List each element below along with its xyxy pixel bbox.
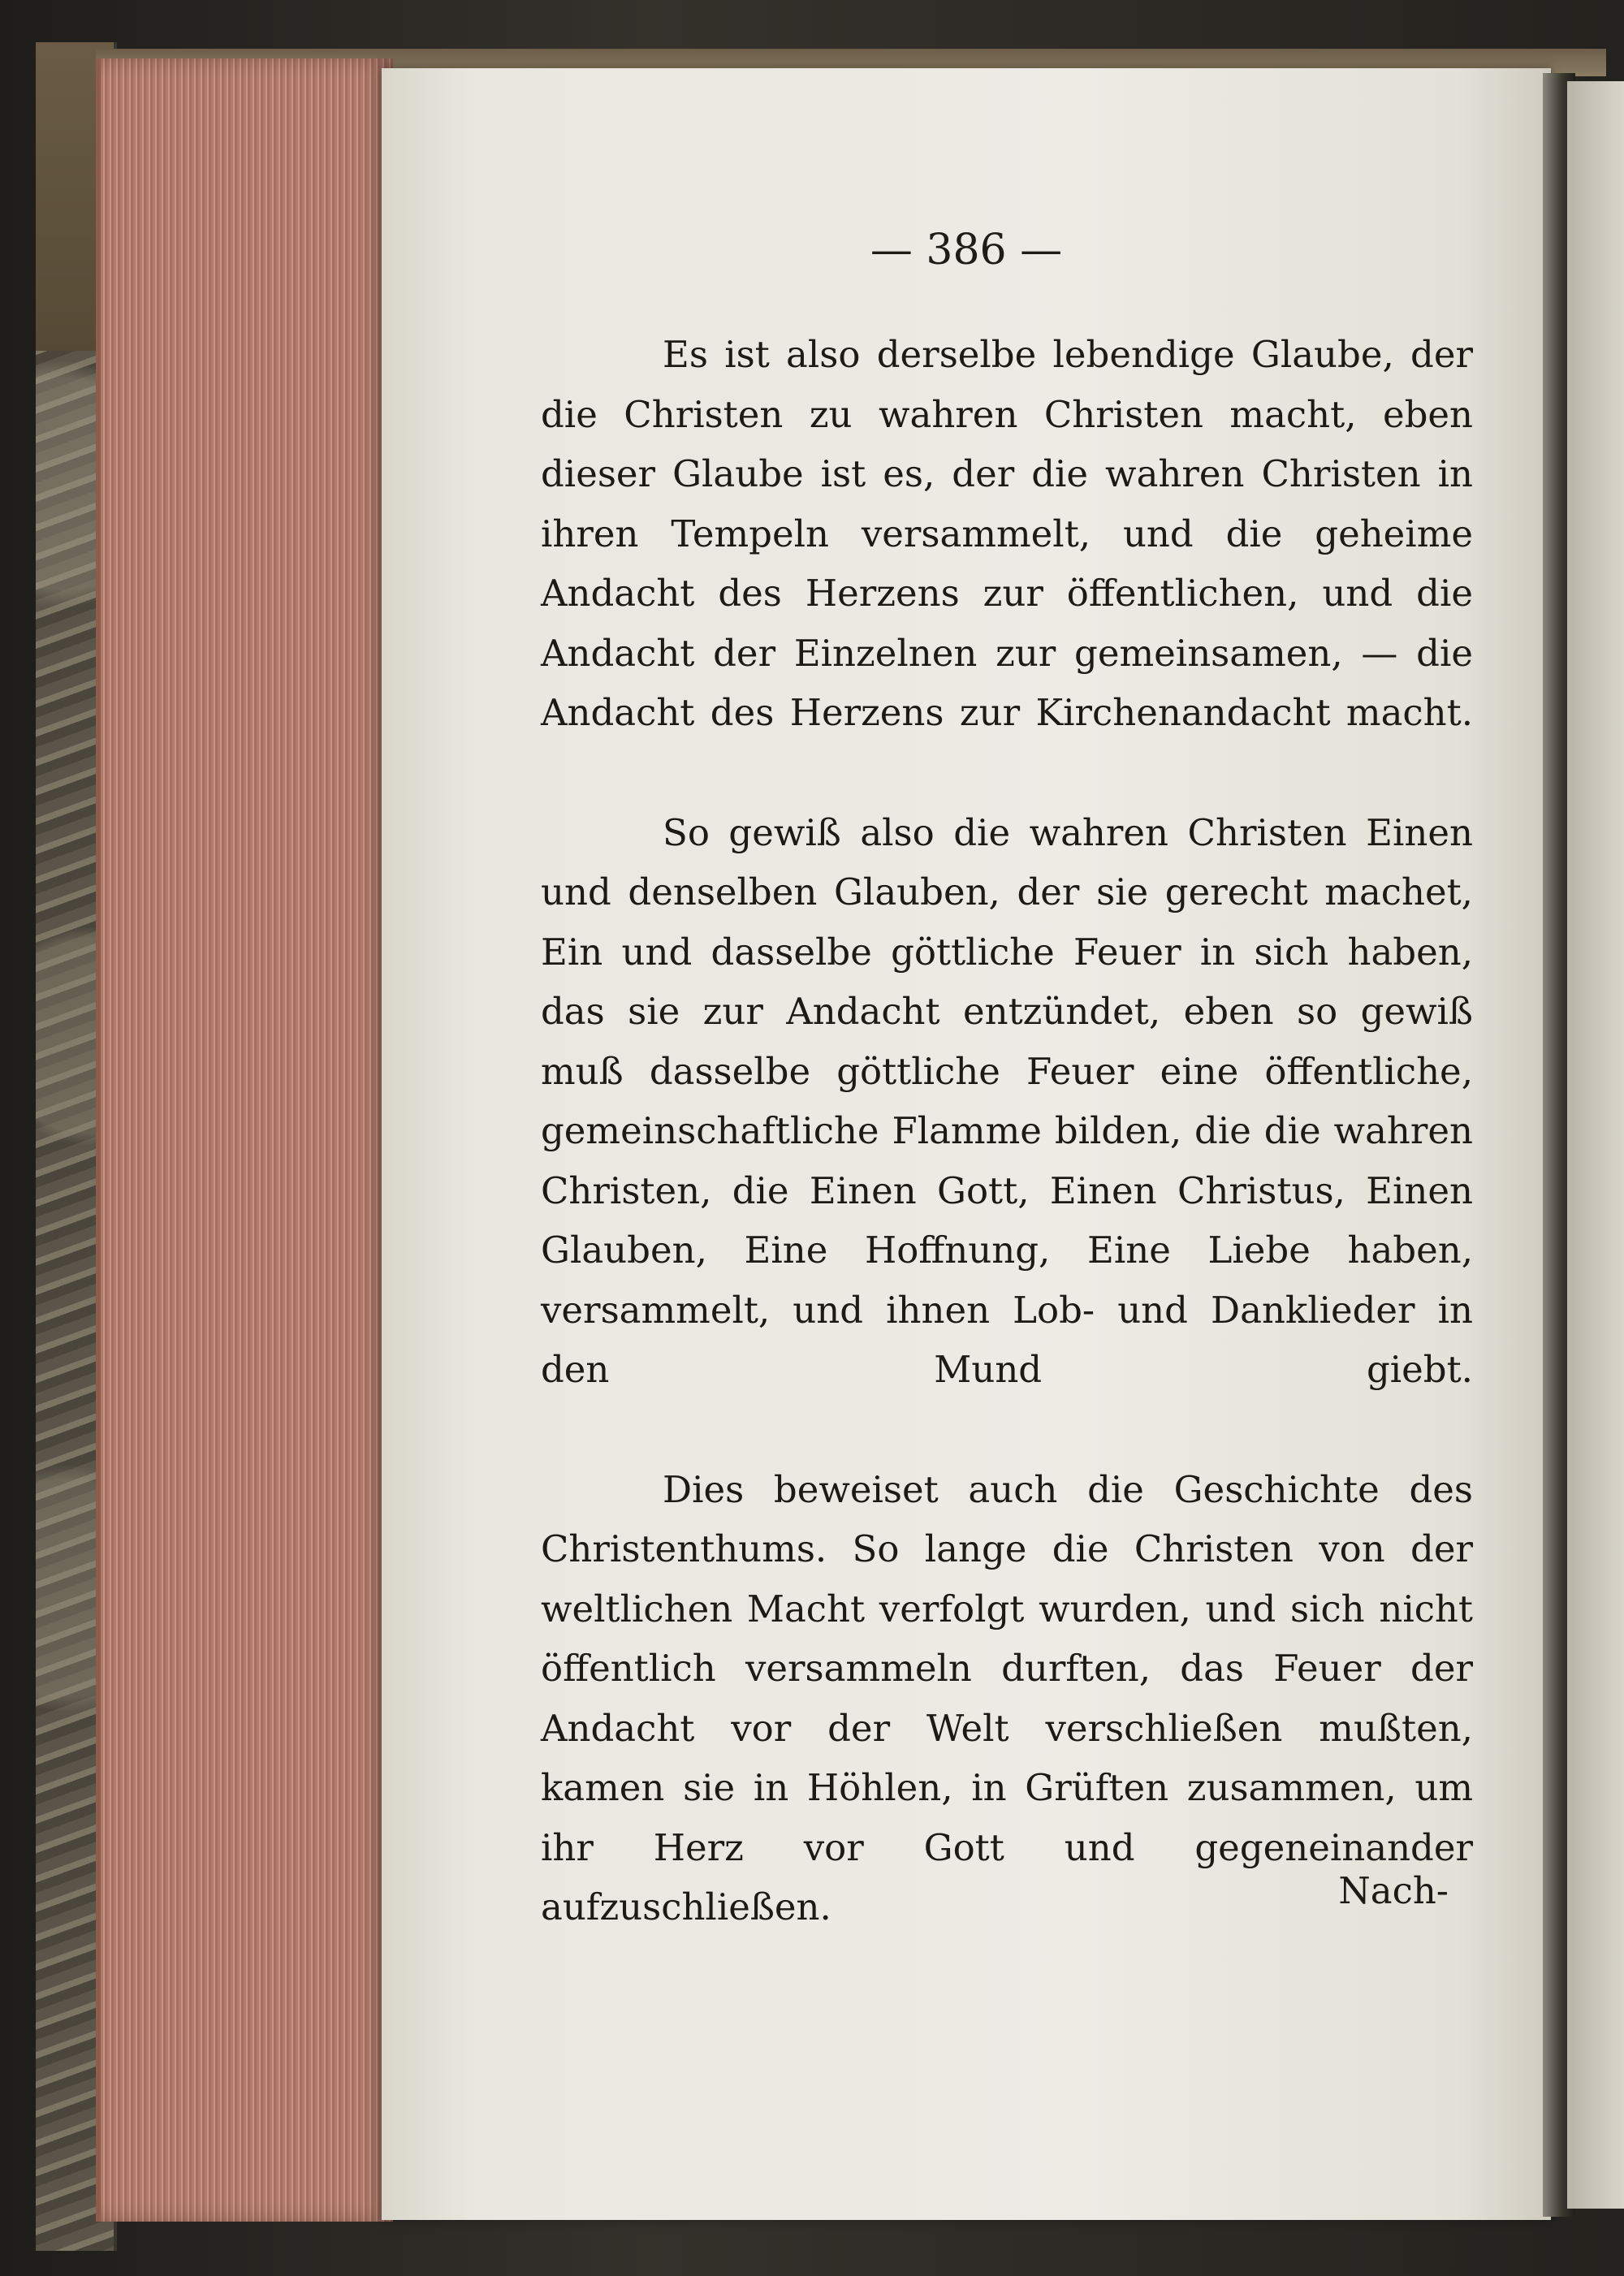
page-number: — 386 — [870, 226, 1063, 274]
page-text [541, 325, 1473, 1937]
catchword: Nach- [1338, 1869, 1449, 1912]
facing-page-edge [1567, 81, 1624, 2209]
paragraph-1: Es ist also derselbe lebendige Glaube, der die Christen zu wahren Christen macht, eben dieser Glaube ist es, der die wahren Christen in ihren Tempeln versammelt, und die geheime Andacht des Herzens zur öffentlichen, und die Andacht der Einzelnen zur gemeinsamen, — die Andacht des Herzens zur Kirchenandacht macht. [541, 333, 1473, 734]
paragraph-2: So gewiß also die wahren Christen Einen und denselben Glauben, der sie gerecht machet, Ein und dasselbe göttliche Feuer in sich haben, das sie zur Andacht entzündet, eben so gewiß muß dasselbe göttliche Feuer eine öffentliche, gemeinschaftliche Flamme bilden, die die wahren Christen, die Einen Gott, Einen Christus, Einen Glauben, Eine Hoffnung, Eine Liebe haben, versammelt, und ihnen Lob- und Danklieder in den Mund giebt. [541, 810, 1473, 1391]
page-edges-stack [96, 58, 393, 2222]
paragraph-3: Dies beweiset auch die Geschichte des Christenthums. So lange die Christen von der weltlichen Macht verfolgt wurden, und sich nicht öffentlich versammeln durften, das Feuer der Andacht vor der Welt verschließen mußten, kamen sie in Höhlen, in Grüften zusammen, um ihr Herz vor Gott und gegeneinander aufzuschließen. [541, 1467, 1473, 1928]
